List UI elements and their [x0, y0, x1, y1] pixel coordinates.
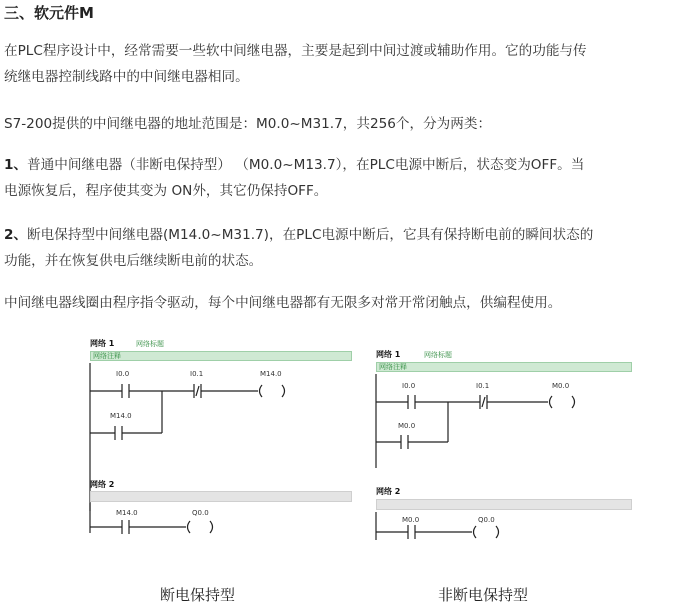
network-1-comment: 网络注释	[93, 352, 121, 360]
contact-m0-0-address: M0.0	[402, 516, 420, 524]
paragraph-address-range: S7-200提供的中间继电器的地址范围是：M0.0~M31.7，共256个，分为两类：	[4, 116, 492, 132]
parallel-contact-address: M0.0	[398, 422, 416, 430]
paragraph-type1-line-1	[4, 152, 584, 178]
contact-i0-0-address: I0.0	[116, 370, 130, 378]
ladder-diagram-non-retentive	[372, 340, 634, 552]
network-1-title: 网络标题	[424, 351, 452, 359]
type2-number: 2、	[4, 227, 28, 243]
coil-q0-0-left-arc	[474, 526, 477, 538]
type1-text: 普通中间继电器（非断电保持型） （M0.0~M13.7），在PLC电源中断后，状态变为OFF。当	[27, 157, 585, 173]
paragraph-coil-driven: 中间继电器线圈由程序指令驱动，每个中间继电器都有无限多对常开常闭触点，供编程使用。	[4, 295, 562, 311]
type2-text: 断电保持型中间继电器(M14.0~M31.7)，在PLC电源中断后，它具有保持断电前的瞬间状态的	[27, 227, 594, 243]
contact-m14-0-address: M14.0	[116, 509, 138, 517]
section-heading: 三、软元件M	[4, 4, 94, 22]
coil-m14-0-address: M14.0	[260, 370, 282, 378]
paragraph-intro-line-1: 在PLC程序设计中，经常需要一些软中间继电器，主要是起到中间过渡或辅助作用。它的功能与传	[4, 43, 587, 59]
network-1-title: 网络标题	[136, 340, 164, 348]
type1-number: 1、	[4, 157, 28, 173]
paragraph-type2-line-2: 功能，并在恢复供电后继续断电前的状态。	[4, 253, 263, 269]
coil-q0-0-address: Q0.0	[192, 509, 209, 517]
parallel-contact-address: M14.0	[110, 412, 132, 420]
contact-i0-1-address: I0.1	[190, 370, 204, 378]
network-1-comment: 网络注释	[379, 363, 407, 371]
coil-q0-0-right-arc	[496, 526, 499, 538]
coil-q0-0-left-arc	[188, 521, 191, 533]
coil-q0-0-address: Q0.0	[478, 516, 495, 524]
contact-i0-0-address: I0.0	[402, 382, 416, 390]
paragraph-type2-line-1	[4, 222, 593, 248]
paragraph-type1-line-2: 电源恢复后，程序使其变为 ON外，其它仍保持OFF。	[4, 183, 328, 199]
network-2-label: 网络 2	[376, 487, 401, 496]
paragraph-intro-line-2: 统继电器控制线路中的中间继电器相同。	[4, 69, 249, 85]
coil-m0-0-address: M0.0	[552, 382, 570, 390]
network-2-ladder-graphic	[86, 333, 354, 555]
contact-i0-1-address: I0.1	[476, 382, 490, 390]
coil-q0-0-right-arc	[210, 521, 213, 533]
network-2-ladder-graphic	[372, 340, 634, 552]
caption-non-retentive: 非断电保持型	[438, 586, 529, 604]
caption-retentive: 断电保持型	[160, 586, 236, 604]
network-1-label: 网络 1	[90, 339, 115, 348]
network-1-label: 网络 1	[376, 350, 401, 359]
network-2-label: 网络 2	[90, 480, 115, 489]
ladder-diagram-retentive	[86, 333, 354, 555]
